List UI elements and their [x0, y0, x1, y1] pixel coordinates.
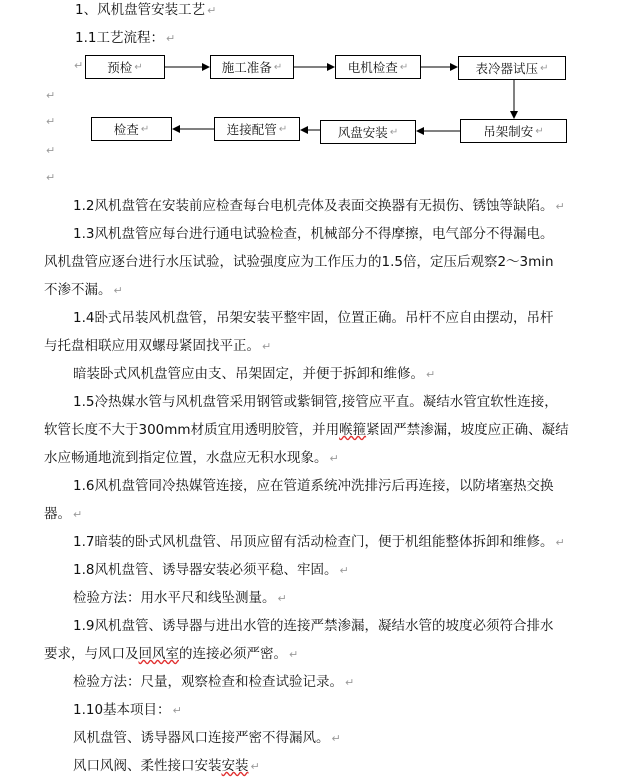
paragraph-1-3-line1 [73, 224, 553, 244]
paragraph-1-3-line3 [44, 280, 123, 301]
spellcheck-underlined-text: 喉箍 [339, 422, 367, 438]
paragraph-mark: ↵ [277, 592, 287, 605]
paragraph-mark: ↵ [555, 200, 565, 213]
text: 风口风阀、柔性接口安装 [73, 758, 222, 774]
paragraph-mark: ↵ [331, 732, 341, 745]
flow-step-label: 风盘安装 [337, 125, 388, 140]
text: 要求，与风口及 [44, 646, 139, 662]
paragraph-mark: ↵ [46, 115, 56, 128]
text: 检验方法：用水平尺和线坠测量。 [73, 590, 276, 606]
flow-title-text: 1.1工艺流程： [75, 30, 164, 46]
paragraph-mark: ↵ [339, 564, 349, 577]
paragraph-mark: ↵ [74, 59, 84, 72]
paragraph-mark: ↵ [329, 452, 339, 465]
text: 1.4卧式吊装风机盘管，吊架安装平整牢固，位置正确。吊杆不应自由摆动，吊杆 [73, 310, 554, 326]
paragraph-1-9-line1 [73, 616, 553, 636]
text: 软管长度不大于300mm材质宜用透明胶管，并用 [44, 422, 340, 438]
paragraph-mark: ↵ [46, 89, 56, 102]
text: 1.2风机盘管在安装前应检查每台电机壳体及表面交换器有无损伤、锈蚀等缺陷。 [73, 198, 554, 214]
spellcheck-underlined-text: 回风室 [138, 646, 179, 662]
paragraph-mark: ↵ [555, 536, 565, 549]
paragraph-1-4-line2 [44, 336, 271, 357]
flow-step-label: 电机检查 [347, 60, 398, 75]
text: 不渗不漏。 [44, 282, 112, 298]
text: 1.9风机盘管、诱导器与进出水管的连接严禁渗漏，凝结水管的坡度必须符合排水 [73, 618, 554, 634]
paragraph-mark: ↵ [134, 61, 143, 73]
text: 1.5冷热媒水管与风机盘管采用钢管或紫铜管,接管应平直。凝结水管宜软性连接， [73, 394, 558, 410]
paragraph-1-6-line1 [73, 476, 553, 496]
paragraph-mark: ↵ [289, 648, 299, 661]
text: 风机盘管应逐台进行水压试验，试验强度应为工作压力的1.5倍，定压后观察2～3min [44, 254, 554, 270]
paragraph-1-9-line2 [44, 644, 298, 665]
paragraph-1-5-line1 [73, 392, 558, 412]
flow-step-label: 吊架制安 [483, 124, 534, 139]
paragraph-mark: ↵ [262, 340, 272, 353]
paragraph-1-2 [73, 196, 565, 217]
paragraph-1-6-line2 [44, 504, 82, 525]
text: 紧固严禁渗漏，坡度应正确、凝结 [366, 422, 569, 438]
paragraph-1-4-line1 [73, 308, 553, 328]
paragraph-mark: ↵ [172, 704, 182, 717]
text: 1.7暗装的卧式风机盘管、吊顶应留有活动检查门，便于机组能整体拆卸和维修。 [73, 534, 554, 550]
paragraph-mark: ↵ [399, 61, 409, 73]
paragraph-concealed-install [73, 364, 435, 385]
spellcheck-underlined-text: 安装 [221, 758, 249, 774]
paragraph-mark: ↵ [426, 368, 436, 381]
text: 器。 [44, 506, 71, 522]
paragraph-mark: ↵ [250, 760, 260, 773]
paragraph-basic-item-1 [73, 728, 341, 749]
paragraph-check-method-1 [73, 588, 287, 609]
paragraph-1-3-line2 [44, 252, 554, 272]
text: 1.3风机盘管应每台进行通电试验检查，机械部分不得摩擦，电气部分不得漏电。 [73, 226, 554, 242]
flow-step-label: 施工准备 [221, 60, 272, 75]
paragraph-mark: ↵ [46, 144, 56, 157]
paragraph-mark: ↵ [345, 676, 355, 689]
paragraph-mark: ↵ [273, 61, 283, 73]
paragraph-1-5-line2 [44, 420, 569, 440]
paragraph-1-7 [73, 532, 565, 553]
paragraph-mark: ↵ [540, 62, 549, 74]
text: 1.10基本项目： [73, 702, 171, 718]
flow-step-label: 表冷器试压 [475, 61, 539, 76]
paragraph-mark: ↵ [46, 171, 56, 184]
text: 检验方法：尺量，观察检查和检查试验记录。 [73, 674, 343, 690]
paragraph-1-5-line3 [44, 448, 339, 469]
text: 1.6风机盘管同冷热媒管连接，应在管道系统冲洗排污后再连接，以防堵塞热交换 [73, 478, 554, 494]
text: 与托盘相联应用双螺母紧固找平正。 [44, 338, 260, 354]
paragraph-mark: ↵ [207, 4, 217, 17]
paragraph-1-8 [73, 560, 349, 581]
text: 水应畅通地流到指定位置，水盘应无积水现象。 [44, 450, 328, 466]
paragraph-mark: ↵ [535, 125, 544, 137]
text: 的连接必须严密。 [179, 646, 287, 662]
paragraph-mark: ↵ [165, 32, 176, 45]
paragraph-mark: ↵ [278, 123, 288, 135]
flow-step-label: 预检 [107, 60, 133, 75]
text: 风机盘管、诱导器风口连接严密不得漏风。 [73, 730, 330, 746]
text: 暗装卧式风机盘管应由支、吊架固定，并便于拆卸和维修。 [73, 366, 424, 382]
paragraph-1-10 [73, 700, 182, 721]
paragraph-basic-item-2 [73, 756, 260, 777]
heading-text: 1、风机盘管安装工艺 [75, 2, 206, 18]
flow-step-label: 检查 [113, 122, 139, 137]
paragraph-mark: ↵ [113, 284, 123, 297]
paragraph-mark: ↵ [140, 123, 150, 135]
paragraph-mark: ↵ [73, 508, 83, 521]
paragraph-mark: ↵ [389, 126, 399, 138]
text: 1.8风机盘管、诱导器安装必须平稳、牢固。 [73, 562, 338, 578]
paragraph-check-method-2 [73, 672, 354, 693]
flow-step-label: 连接配管 [226, 122, 277, 137]
